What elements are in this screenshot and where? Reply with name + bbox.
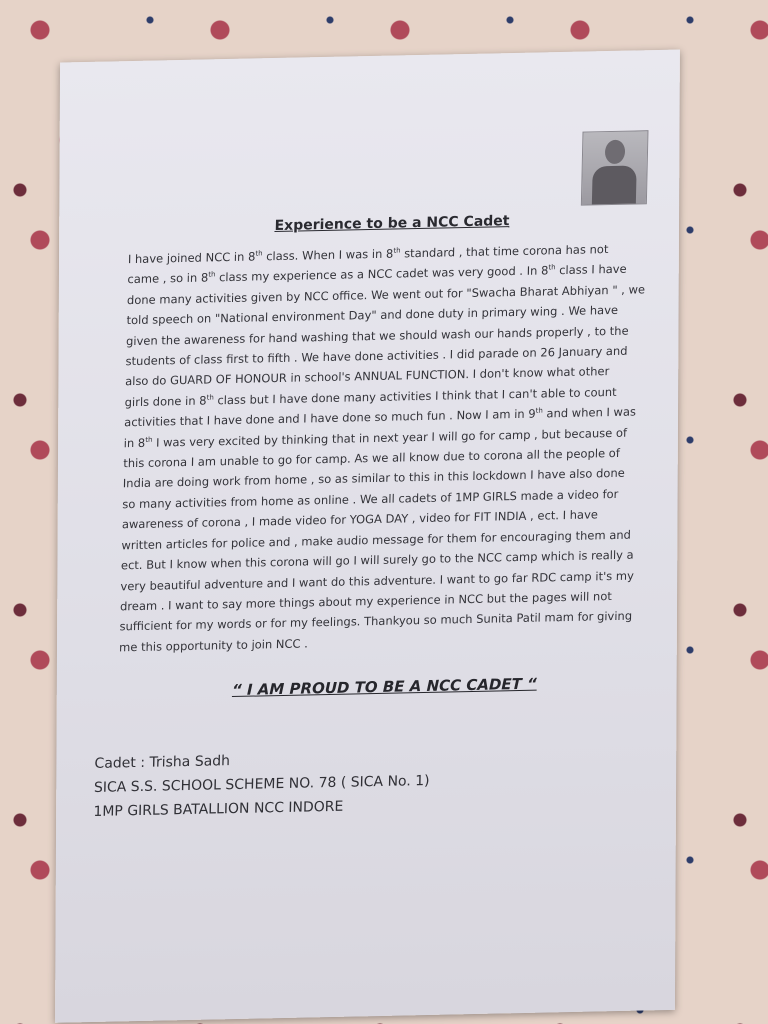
cadet-portrait-photo: [581, 130, 649, 205]
essay-text: written articles for police and , make audio message for them for encouraging them and: [121, 527, 632, 553]
signature-block: [93, 745, 430, 824]
cadet-name: Cadet : Trisha Sadh: [94, 753, 231, 772]
essay-text: and when I was: [542, 404, 637, 421]
essay-text: given the awareness for hand washing that we should wash our hands properly , to the: [125, 323, 629, 348]
essay-text: girls done in 8: [124, 393, 207, 410]
essay-text: students of class first to fifth . We have done activities . I did parade on 26 January and: [125, 343, 628, 369]
battalion-name: 1MP GIRLS BATALLION NCC INDORE: [93, 798, 344, 820]
ordinal-suffix: th: [255, 249, 263, 258]
paper-content: [47, 49, 689, 1023]
essay-text: I was very excited by thinking that in next year I will go for camp , but because of: [152, 425, 628, 450]
essay-text: class my experience as a NCC cadet was very good . In 8: [215, 263, 549, 285]
paper-sheet: [55, 50, 680, 1023]
essay-body: [119, 237, 688, 657]
essay-text: this corona I am unable to go for camp. As we all know due to corona all the people of: [123, 445, 621, 471]
essay-text: awareness of corona , I made video for YOGA DAY , video for FIT INDIA , ect. I have: [121, 507, 599, 532]
ordinal-suffix: th: [208, 270, 216, 280]
document-title: Experience to be a NCC Cadet: [274, 213, 510, 235]
school-name: SICA S.S. SCHOOL SCHEME NO. 78 ( SICA No. 1): [93, 772, 430, 796]
ordinal-suffix: th: [145, 435, 153, 444]
essay-text: activities that I have done and I have done so much fun . Now I am in 9: [124, 406, 536, 430]
ordinal-suffix: th: [548, 263, 556, 272]
essay-text: very beautiful adventure and I want do this adventure. I want to go far RDC camp it's my: [120, 568, 635, 593]
essay-text: standard , that time corona has not: [400, 242, 609, 261]
essay-text: me this opportunity to join NCC .: [118, 636, 309, 655]
essay-text: sufficient for my words or for my feelings. Thankyou so much Sunita Patil mam for giving: [119, 608, 633, 634]
essay-text: dream . I want to say more things about my experience in NCC but the pages will not: [119, 588, 612, 614]
ordinal-suffix: th: [393, 246, 401, 255]
essay-text: done many activities given by NCC office. We went out for "Swacha Bharat Abhiyan " , we: [126, 282, 646, 307]
ordinal-suffix: th: [535, 406, 543, 416]
essay-text: came , so in 8: [127, 270, 209, 287]
essay-text: I have joined NCC in 8: [127, 249, 256, 267]
motto-heading: “ I AM PROUD TO BE A NCC CADET “: [231, 674, 537, 700]
portrait-uniform: [592, 165, 637, 204]
essay-text: also do GUARD OF HONOUR in school's ANNUAL FUNCTION. I don't know what other: [125, 364, 610, 389]
essay-text: India are doing work from home , so as similar to this in this lockdown I have also done: [122, 466, 625, 491]
ordinal-suffix: th: [206, 393, 214, 402]
essay-text: class. When I was in 8: [262, 246, 394, 264]
essay-text: in 8: [123, 435, 146, 450]
essay-text: class I have: [555, 262, 627, 278]
portrait-head: [605, 140, 626, 164]
essay-text: so many activities from home as online . We all cadets of 1MP GIRLS made a video for: [122, 486, 619, 512]
essay-text: told speech on "National environment Day" and done duty in primary wing . We have: [126, 303, 619, 328]
essay-text: ect. But I know when this corona will go I will surely go to the NCC camp which is really a: [120, 547, 634, 573]
essay-text: class but I have done many activities I think that I can't able to count: [213, 384, 617, 408]
